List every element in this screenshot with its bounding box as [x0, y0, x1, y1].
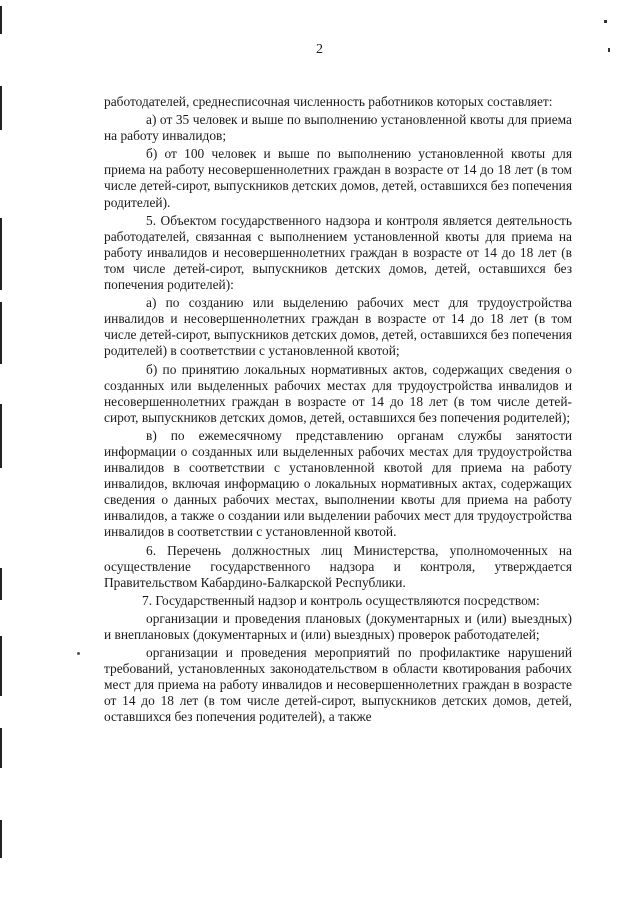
paragraph-bullet: организации и проведения мероприятий по профилактике нарушений требований, установленных законодательством в области квотирования рабочих мест для приема на работу инвалидов и несовершеннолетних граждан в возрасте от 14 до 18 лет (в том числе детей-сирот, выпускников детских домов, детей, оставшихся без попечения родителей), а также [104, 645, 572, 725]
scan-edge-mark [0, 302, 2, 364]
paragraph: работодателей, среднесписочная численность работников которых составляет: [104, 94, 553, 109]
scan-edge-mark [0, 86, 2, 130]
paragraph-section-7: 7. Государственный надзор и контроль осуществляются посредством: [142, 592, 540, 608]
paragraph-item-a: а) от 35 человек и выше по выполнению установленной квоты для приема на работу инвалидов; [104, 112, 572, 144]
scan-edge-mark [0, 636, 2, 696]
page-number: 2 [316, 42, 323, 57]
paragraph-item-b: б) по принятию локальных нормативных актов, содержащих сведения о созданных или выделенных рабочих местах для трудоустройства инвалидов и несовершеннолетних граждан в возрасте от 14 до 18 лет (в том числе детей-сирот, выпускников детских домов, детей, оставшихся без попечения родителей); [104, 361, 572, 425]
scan-edge-mark [0, 728, 2, 768]
scan-edge-mark [0, 218, 2, 290]
scan-speck [77, 652, 80, 655]
scan-edge-mark [0, 568, 2, 600]
paragraph-item-a: а) по созданию или выделению рабочих мест для трудоустройства инвалидов и несовершеннолетних граждан в возрасте от 14 до 18 лет (в том числе детей-сирот, выпускников детских домов, детей, оставшихся без попечения родителей) в соответствии с установленной квотой; [104, 295, 572, 359]
scan-edge-mark [0, 820, 2, 858]
scan-speck [604, 20, 607, 23]
paragraph-section-6: 6. Перечень должностных лиц Министерства, уполномоченных на осуществление государственного надзора и контроля, утверждается Правительством Кабардино-Балкарской Республики. [104, 542, 572, 590]
document-body [104, 94, 572, 728]
paragraph-section-5: 5. Объектом государственного надзора и контроля является деятельность работодателей, связанная с выполнением установленной квоты для приема на работу инвалидов и несовершеннолетних граждан в возрасте от 14 до 18 лет (в том числе детей-сирот, выпускников детских домов, детей, оставшихся без попечения родителей): [104, 212, 572, 293]
paragraph-item-b: б) от 100 человек и выше по выполнению установленной квоты для приема на работу несовершеннолетних граждан в возрасте от 14 до 18 лет (в том числе детей-сирот, выпускников детских домов, детей, оставшихся без попечения родителей). [104, 146, 572, 210]
scan-edge-mark [0, 404, 2, 468]
scan-edge-mark [0, 6, 2, 34]
paragraph-item-v: в) по ежемесячному представлению органам службы занятости информации о созданных или выделенных рабочих местах для трудоустройства инвалидов в соответствии с установленной квотой для приема на работу инвалидов, включая информацию о локальных нормативных актах, содержащих сведения о данных рабочих местах, выполнении квоты для приема на работу инвалидов, а также о создании или выделении рабочих мест для трудоустройства инвалидов в соответствии с установленной квотой. [104, 427, 572, 540]
paragraph-bullet: организации и проведения плановых (документарных и (или) выездных) и внеплановых (документарных и (или) выездных) проверок работодателей; [104, 610, 572, 642]
